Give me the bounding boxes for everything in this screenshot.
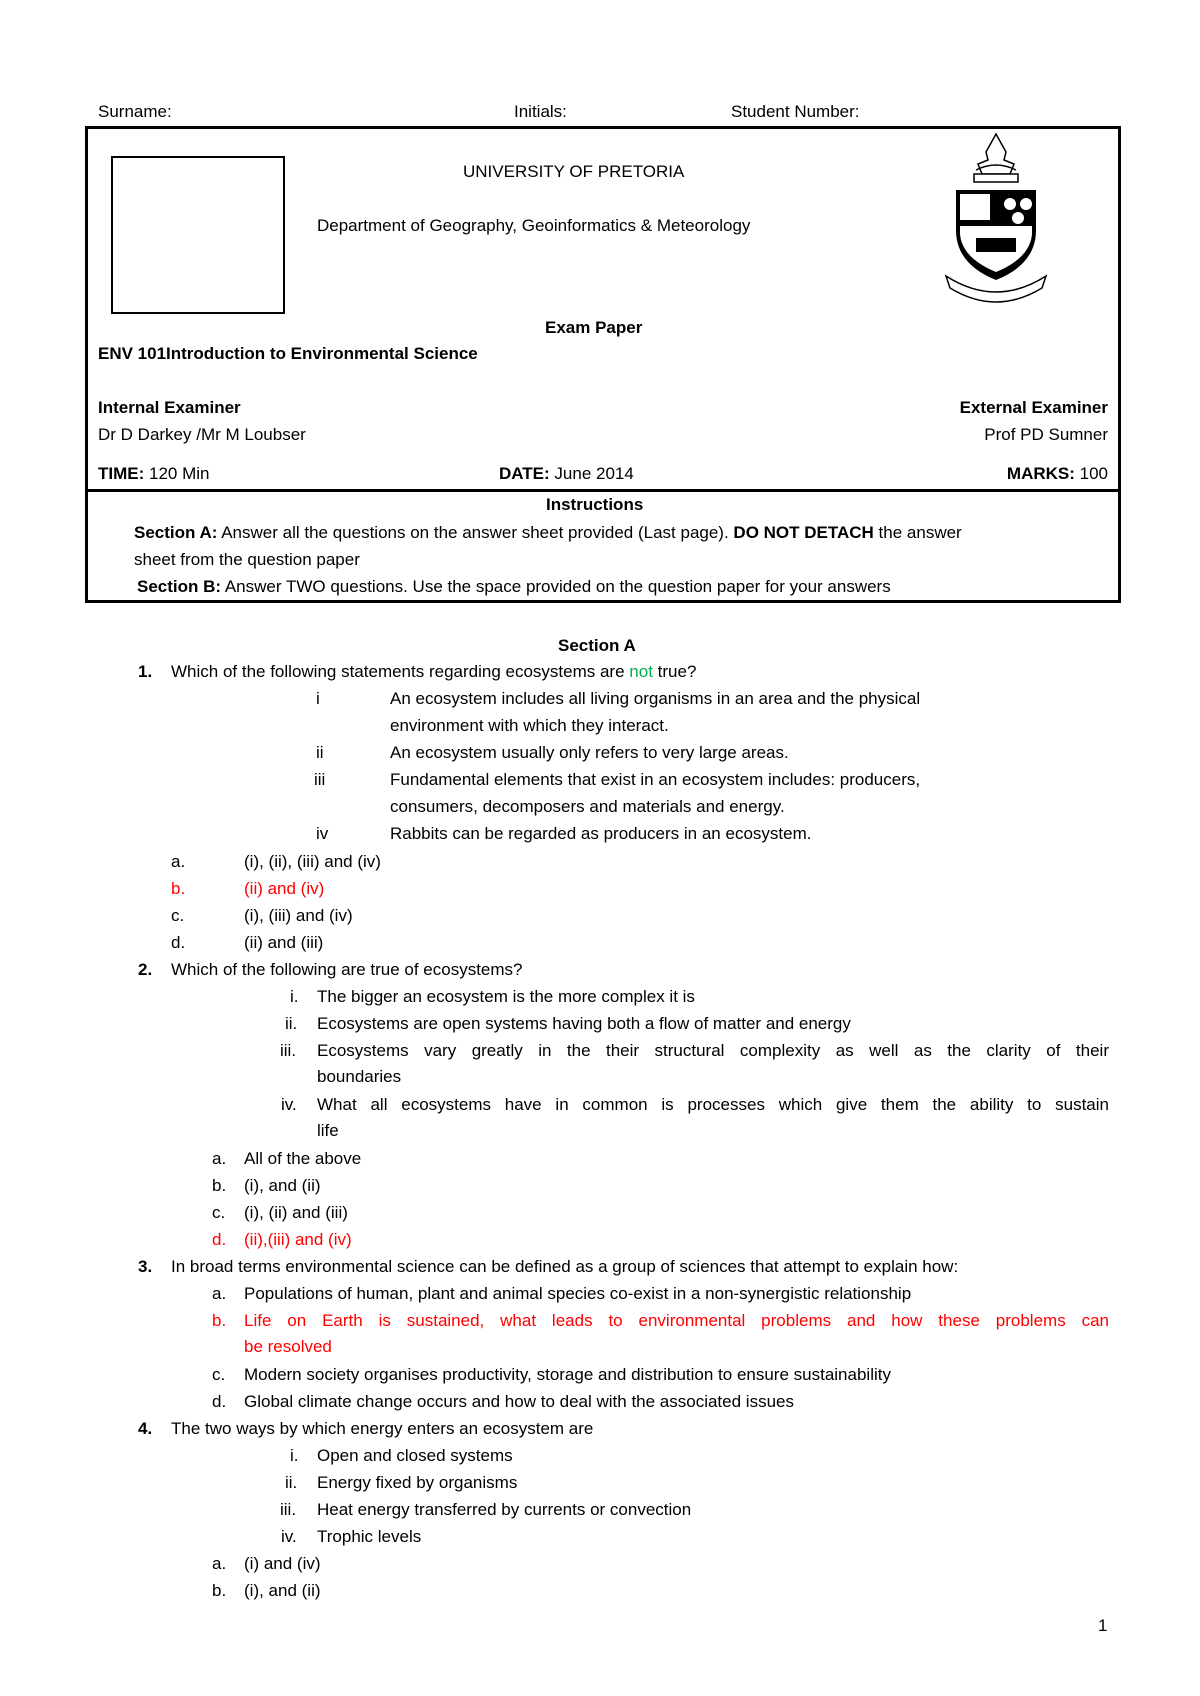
university-crest-icon — [938, 130, 1054, 308]
option-letter-answer: b. — [212, 1311, 227, 1330]
option-letter: d. — [171, 933, 186, 952]
statement-num: iii — [314, 770, 326, 789]
option-text-answer: Life on Earth is sustained, what leads to environmental problems and how these problems can — [244, 1311, 1109, 1330]
section-a-instruction-cont: sheet from the question paper — [134, 550, 360, 569]
option-text: (i), (iii) and (iv) — [244, 906, 353, 925]
statement-text: An ecosystem includes all living organisms in an area and the physical — [390, 689, 921, 708]
statement-text: Rabbits can be regarded as producers in an ecosystem. — [390, 824, 812, 843]
statement-num: i. — [290, 1446, 299, 1465]
option-text: (i) and (iv) — [244, 1554, 321, 1573]
question-text: Which of the following statements regarding ecosystems are not true? — [171, 662, 697, 681]
statement-num: ii. — [285, 1473, 298, 1492]
time-value: 120 Min — [144, 464, 210, 483]
course-title: ENV 101Introduction to Environmental Science — [98, 344, 478, 363]
section-a-instruction-label: Section A: — [134, 523, 218, 542]
option-letter: c. — [212, 1365, 226, 1384]
option-letter: a. — [212, 1284, 227, 1303]
do-not-detach-text: DO NOT DETACH — [733, 523, 874, 542]
option-letter: d. — [212, 1392, 227, 1411]
section-b-instruction-label: Section B: — [137, 577, 222, 596]
external-examiner: Prof PD Sumner — [984, 425, 1108, 444]
option-text: (i), (ii) and (iii) — [244, 1203, 348, 1222]
paper-type: Exam Paper — [545, 318, 643, 337]
section-b-instruction — [137, 577, 891, 597]
question-text: The two ways by which energy enters an ecosystem are — [171, 1419, 594, 1438]
statement-num: i — [316, 689, 320, 708]
question-text: In broad terms environmental science can be defined as a group of sciences that attempt to explain how: — [171, 1257, 959, 1276]
marks-label: MARKS: — [1006, 464, 1075, 483]
option-text: Global climate change occurs and how to deal with the associated issues — [244, 1392, 794, 1411]
question-number: 1. — [138, 662, 153, 681]
surname-label: Surname: — [98, 102, 172, 121]
photo-placeholder-box — [111, 156, 285, 314]
internal-examiner: Dr D Darkey /Mr M Loubser — [98, 425, 306, 444]
option-text: (i), and (ii) — [244, 1581, 321, 1600]
statement-text: Fundamental elements that exist in an ecosystem includes: producers, — [390, 770, 921, 789]
initials-label: Initials: — [514, 102, 567, 121]
option-letter: c. — [171, 906, 185, 925]
section-b-instruction-text: Answer TWO questions. Use the space provided on the question paper for your answers — [221, 577, 891, 596]
statement-text: Trophic levels — [317, 1527, 422, 1546]
statement-num: ii. — [285, 1014, 298, 1033]
option-text-answer-cont: be resolved — [244, 1337, 332, 1356]
statement-num: iv. — [281, 1527, 297, 1546]
option-text: (i), (ii), (iii) and (iv) — [244, 852, 381, 871]
statement-text: Ecosystems vary greatly in the their structural complexity as well as the clarity of their — [317, 1041, 1109, 1060]
option-letter: c. — [212, 1203, 226, 1222]
option-letter: a. — [212, 1149, 227, 1168]
option-letter: a. — [212, 1554, 227, 1573]
external-examiner-label: External Examiner — [959, 398, 1108, 417]
statement-text-cont: boundaries — [317, 1067, 402, 1086]
option-letter: b. — [212, 1176, 227, 1195]
marks-field — [1007, 464, 1108, 484]
date-label: DATE: — [499, 464, 550, 483]
option-letter: a. — [171, 852, 186, 871]
statement-num: i. — [290, 987, 299, 1006]
section-a-title: Section A — [558, 636, 636, 655]
question-number: 3. — [138, 1257, 153, 1276]
page-number: 1 — [1098, 1616, 1108, 1635]
statement-num: iii. — [280, 1041, 297, 1060]
time-field — [98, 464, 209, 484]
option-letter-answer: d. — [212, 1230, 227, 1249]
question-text: Which of the following are true of ecosystems? — [171, 960, 523, 979]
statement-num: iv — [316, 824, 329, 843]
date-field — [499, 464, 634, 484]
option-text: (i), and (ii) — [244, 1176, 321, 1195]
question-number: 2. — [138, 960, 153, 979]
option-letter-answer: b. — [171, 879, 186, 898]
statement-text: An ecosystem usually only refers to very large areas. — [390, 743, 789, 762]
option-text: Modern society organises productivity, storage and distribution to ensure sustainability — [244, 1365, 891, 1384]
section-a-instruction — [134, 523, 962, 543]
statement-text-cont: environment with which they interact. — [390, 716, 669, 735]
student-number-label: Student Number: — [731, 102, 860, 121]
statement-text: Heat energy transferred by currents or convection — [317, 1500, 692, 1519]
statement-num: ii — [316, 743, 324, 762]
option-text-answer: (ii) and (iv) — [244, 879, 325, 898]
statement-text: Open and closed systems — [317, 1446, 513, 1465]
statement-num: iii. — [280, 1500, 297, 1519]
department-name: Department of Geography, Geoinformatics & Meteorology — [317, 216, 751, 235]
statement-num: iv. — [281, 1095, 297, 1114]
statement-text: The bigger an ecosystem is the more complex it is — [317, 987, 695, 1006]
date-value: June 2014 — [549, 464, 634, 483]
marks-value: 100 — [1074, 464, 1108, 483]
option-text-answer: (ii),(iii) and (iv) — [244, 1230, 352, 1249]
university-name: UNIVERSITY OF PRETORIA — [463, 162, 685, 181]
statement-text: Ecosystems are open systems having both a flow of matter and energy — [317, 1014, 851, 1033]
instructions-heading: Instructions — [546, 495, 644, 514]
option-text: All of the above — [244, 1149, 362, 1168]
section-a-instruction-text: Answer all the questions on the answer sheet provided (Last page). — [217, 523, 734, 542]
option-text: (ii) and (iii) — [244, 933, 324, 952]
time-label: TIME: — [98, 464, 145, 483]
section-a-instruction-text2: the answer — [873, 523, 962, 542]
emphasis-not: not — [629, 662, 653, 681]
internal-examiner-label: Internal Examiner — [98, 398, 241, 417]
statement-text-cont: consumers, decomposers and materials and energy. — [390, 797, 785, 816]
question-number: 4. — [138, 1419, 153, 1438]
option-text: Populations of human, plant and animal species co-exist in a non-synergistic relationship — [244, 1284, 912, 1303]
statement-text-cont: life — [317, 1121, 339, 1140]
statement-text: Energy fixed by organisms — [317, 1473, 518, 1492]
option-letter: b. — [212, 1581, 227, 1600]
statement-text: What all ecosystems have in common is processes which give them the ability to sustain — [317, 1095, 1109, 1114]
